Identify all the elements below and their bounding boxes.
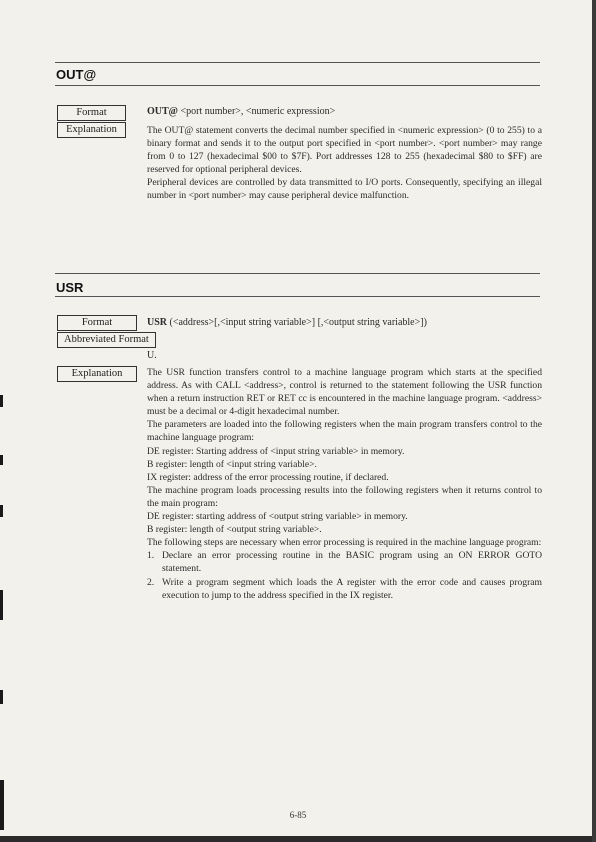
format-args: (<address>[,<input string variable>] [,<output string variable>])	[167, 317, 427, 328]
binding-edge-mark	[0, 590, 3, 620]
binding-edge-mark	[0, 395, 3, 407]
explanation-paragraph: The machine program loads processing results into the following registers when it returns control to the main program:	[147, 484, 542, 509]
section-bottom-rule	[55, 296, 540, 297]
section-heading-usr: USR	[56, 280, 84, 295]
section-top-rule	[55, 273, 540, 274]
steps-list	[147, 549, 542, 601]
right-edge-shadow	[592, 0, 596, 842]
register-line: DE register: Starting address of <input string variable> in memory.	[147, 445, 405, 457]
format-label-box: Format	[57, 105, 126, 121]
explanation-label-box: Explanation	[57, 366, 137, 382]
register-line: B register: length of <output string variable>.	[147, 524, 322, 536]
explanation-label-box: Explanation	[57, 122, 126, 138]
usr-explanation	[147, 366, 542, 602]
binding-edge-mark	[0, 455, 3, 465]
section-heading-out: OUT@	[56, 67, 97, 82]
register-line: DE register: starting address of <output string variable> in memory.	[147, 511, 408, 523]
register-line: B register: length of <input string variable>.	[147, 458, 317, 470]
explanation-paragraph: The following steps are necessary when error processing is required in the machine language program:	[147, 537, 542, 549]
format-args: <port number>, <numeric expression>	[177, 106, 336, 117]
bottom-edge-shadow	[0, 836, 596, 842]
step-number: 2.	[147, 576, 155, 588]
step-text: Declare an error processing routine in the BASIC program using an ON ERROR GOTO statement.	[162, 550, 542, 575]
out-format-line	[147, 105, 542, 118]
section-top-rule	[55, 62, 540, 63]
abbreviated-format-label-box: Abbreviated Format	[57, 332, 156, 348]
register-line: IX register: address of the error processing routine, if declared.	[147, 471, 389, 483]
abbreviated-format-value: U.	[147, 350, 157, 361]
binding-edge-mark	[0, 505, 3, 517]
step-text: Write a program segment which loads the A register with the error code and causes program execution to jump to the address specified in the IX register.	[162, 576, 542, 601]
format-label-box: Format	[57, 315, 137, 331]
page-number: 6-85	[289, 810, 307, 820]
explanation-paragraph: The parameters are loaded into the following registers when the main program transfers control to the machine language program:	[147, 419, 542, 444]
list-item	[147, 549, 542, 575]
explanation-paragraph: Peripheral devices are controlled by data transmitted to I/O ports. Consequently, specifying an illegal number in <port number> may cause peripheral device malfunction.	[147, 177, 542, 202]
format-keyword: OUT@	[147, 106, 178, 117]
explanation-paragraph: The USR function transfers control to a machine language program which starts at the specified address. As with CALL <address>, control is returned to the statement following the USR function when a return instruction RET or RET cc is encountered in the machine language program. <address> must be a decimal or 4-digit hexadecimal number.	[147, 367, 542, 418]
binding-edge-mark	[0, 690, 3, 704]
binding-edge-mark	[0, 780, 4, 830]
out-explanation	[147, 124, 542, 203]
list-item	[147, 576, 542, 602]
usr-format-line	[147, 316, 542, 329]
step-number: 1.	[147, 550, 155, 562]
explanation-paragraph: The OUT@ statement converts the decimal number specified in <numeric expression> (0 to 255) to a binary format and sends it to the output port specified in <port number>. <port number> may range from 0 to 127 (hexadecimal $00 to $7F). Port addresses 128 to 255 (hexadecimal $80 to $FF) are reserved for optional peripheral devices.	[147, 125, 542, 176]
section-bottom-rule	[55, 85, 540, 86]
format-keyword: USR	[147, 317, 168, 328]
